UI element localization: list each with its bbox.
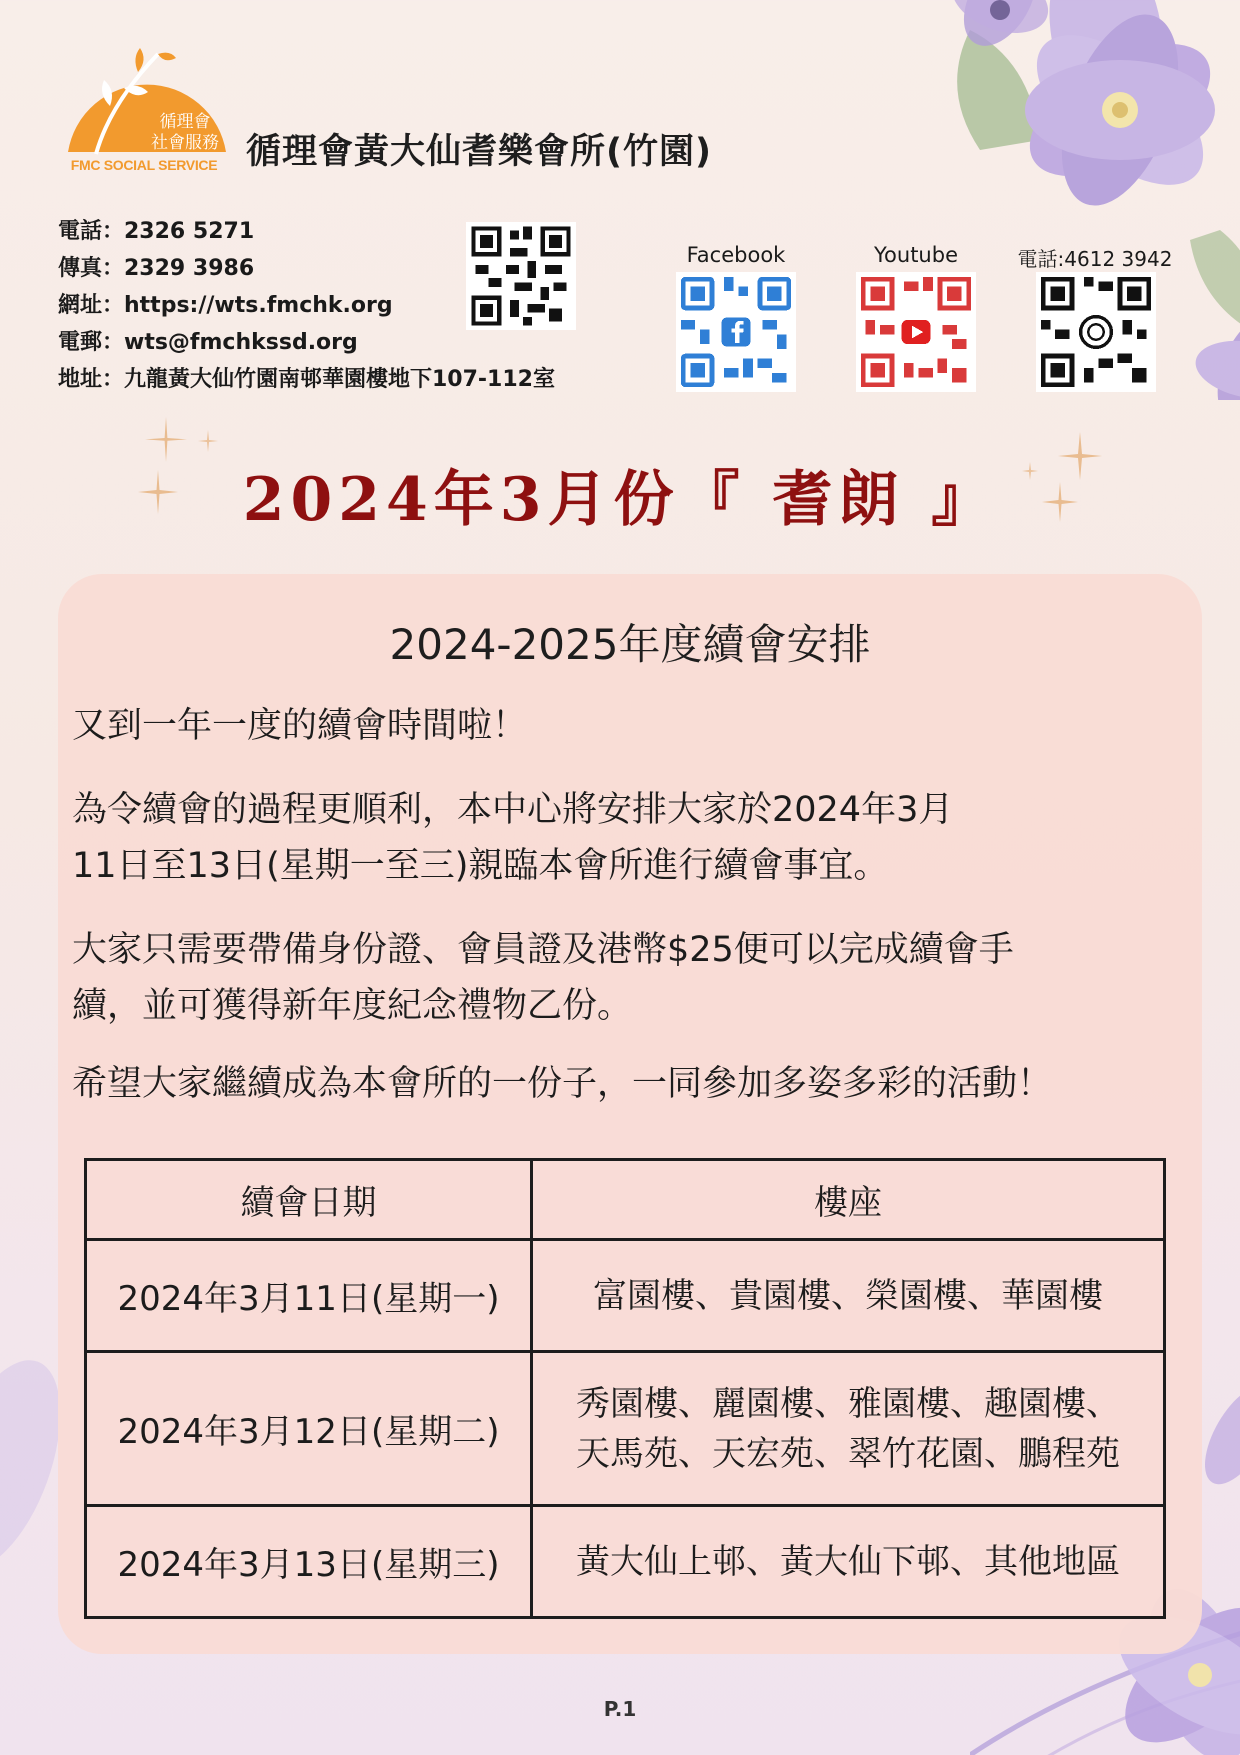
renewal-date-cell: 2024年3月11日(星期一) <box>86 1240 532 1352</box>
renewal-date-cell: 2024年3月13日(星期三) <box>86 1506 532 1618</box>
contact-email[interactable]: 電郵：wts@fmchkssd.org <box>58 330 358 355</box>
table-header-row <box>86 1160 1165 1240</box>
contact-phone: 電話：2326 5271 <box>58 219 255 244</box>
renewal-schedule-table <box>84 1158 1166 1619</box>
building-line: 黃大仙上邨、黃大仙下邨、其他地區 <box>576 1541 1120 1582</box>
youtube-qr-code-icon[interactable] <box>856 272 976 392</box>
notice-paragraph-4: 希望大家繼續成為本會所的一份子，一同參加多姿多彩的活動！ <box>72 1064 1053 1104</box>
header-building: 樓座 <box>532 1160 1165 1240</box>
main-title: 2024年3月份『 耆朗 』 <box>242 465 998 535</box>
facebook-label: Facebook <box>686 243 786 267</box>
notice-paragraph-1: 又到一年一度的續會時間啦！ <box>72 706 528 746</box>
youtube-label: Youtube <box>874 243 958 267</box>
organization-name: 循理會黃大仙耆樂會所(竹園) <box>246 132 712 172</box>
facebook-qr-code-icon[interactable] <box>676 272 796 392</box>
website-qr-code-icon[interactable] <box>466 222 576 330</box>
contact-website[interactable]: 網址：https://wts.fmchk.org <box>58 293 393 318</box>
whatsapp-phone-label: 電話:4612 3942 <box>1017 247 1173 271</box>
building-line: 天馬苑、天宏苑、翠竹花園、鵬程苑 <box>576 1433 1120 1474</box>
notice-title: 2024-2025年度續會安排 <box>389 620 871 669</box>
building-cell <box>532 1352 1165 1506</box>
building-cell <box>532 1506 1165 1618</box>
header-renewal-date: 續會日期 <box>86 1160 532 1240</box>
contact-fax: 傳真：2329 3986 <box>58 256 255 281</box>
table-row <box>86 1506 1165 1618</box>
table-row <box>86 1240 1165 1352</box>
fmc-logo <box>58 44 230 174</box>
building-cell <box>532 1240 1165 1352</box>
logo-chinese-text: 循理會 社會服務 <box>151 112 219 153</box>
table-row <box>86 1352 1165 1506</box>
renewal-date-cell: 2024年3月12日(星期二) <box>86 1352 532 1506</box>
contact-address: 地址：九龍黃大仙竹園南邨華園樓地下107-112室 <box>58 367 555 392</box>
notice-paragraph-2-line-2: 11日至13日(星期一至三)親臨本會所進行續會事宜。 <box>72 846 889 886</box>
notice-paragraph-2 <box>72 782 1202 894</box>
building-line: 富園樓、貴園樓、榮園樓、華園樓 <box>593 1275 1103 1316</box>
notice-paragraph-3 <box>72 922 1202 1034</box>
notice-paragraph-3-line-1: 大家只需要帶備身份證、會員證及港幣$25便可以完成續會手 <box>72 930 1014 970</box>
whatsapp-qr-code-icon[interactable] <box>1036 272 1156 392</box>
building-line: 秀園樓、麗園樓、雅園樓、趣園樓、 <box>576 1383 1120 1424</box>
page-number: P.1 <box>603 1697 637 1721</box>
notice-paragraph-3-line-2: 續，並可獲得新年度紀念禮物乙份。 <box>72 986 633 1026</box>
notice-paragraph-2-line-1: 為令續會的過程更順利，本中心將安排大家於2024年3月 <box>72 790 954 830</box>
logo-english-text: FMC SOCIAL SERVICE <box>70 157 218 173</box>
